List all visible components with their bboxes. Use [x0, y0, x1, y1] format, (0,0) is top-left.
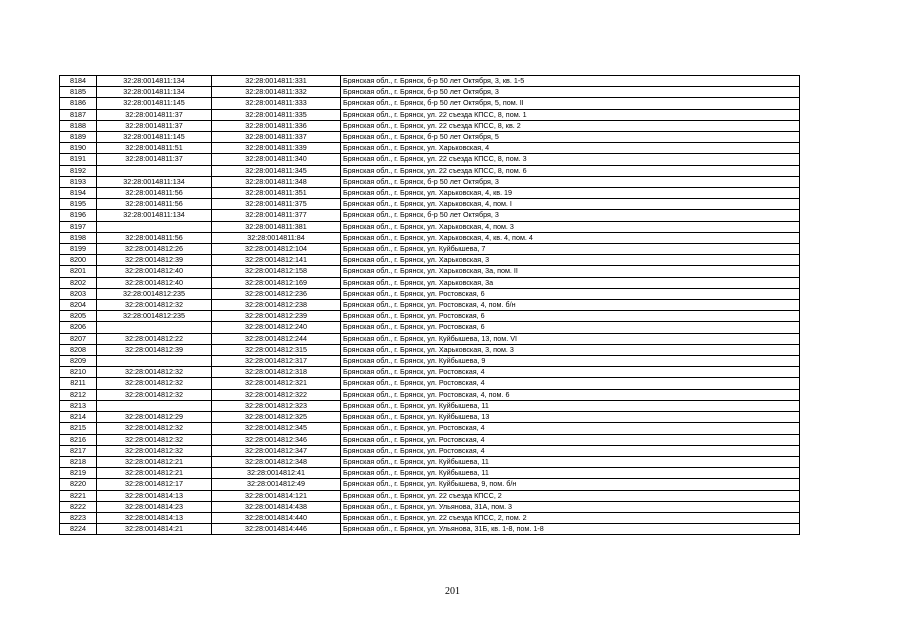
row-number-cell: 8214	[60, 412, 97, 423]
parcel-number-cell: 32:28:0014811:56	[97, 232, 212, 243]
address-cell: Брянская обл., г. Брянск, ул. Ульянова, 31А, пом. 3	[341, 501, 800, 512]
row-number-cell: 8197	[60, 221, 97, 232]
parcel-number-cell: 32:28:0014812:32	[97, 378, 212, 389]
row-number-cell: 8201	[60, 266, 97, 277]
address-cell: Брянская обл., г. Брянск, ул. Харьковская, 3а, пом. II	[341, 266, 800, 277]
object-number-cell: 32:28:0014812:240	[212, 322, 341, 333]
object-number-cell: 32:28:0014814:121	[212, 490, 341, 501]
row-number-cell: 8185	[60, 87, 97, 98]
parcel-number-cell: 32:28:0014812:29	[97, 412, 212, 423]
row-number-cell: 8205	[60, 311, 97, 322]
parcel-number-cell: 32:28:0014812:39	[97, 344, 212, 355]
address-cell: Брянская обл., г. Брянск, б-р 50 лет Октября, 3	[341, 210, 800, 221]
table-row	[60, 479, 800, 490]
address-cell: Брянская обл., г. Брянск, ул. Ростовская, 4, пом. б/н	[341, 300, 800, 311]
object-number-cell: 32:28:0014812:347	[212, 445, 341, 456]
object-number-cell: 32:28:0014811:333	[212, 98, 341, 109]
row-number-cell: 8218	[60, 456, 97, 467]
document-page	[59, 75, 799, 535]
address-cell: Брянская обл., г. Брянск, ул. Харьковская, 4	[341, 143, 800, 154]
object-number-cell: 32:28:0014814:440	[212, 512, 341, 523]
row-number-cell: 8192	[60, 165, 97, 176]
address-cell: Брянская обл., г. Брянск, б-р 50 лет Октября, 5, пом. II	[341, 98, 800, 109]
row-number-cell: 8216	[60, 434, 97, 445]
table-row	[60, 456, 800, 467]
object-number-cell: 32:28:0014811:331	[212, 76, 341, 87]
object-number-cell: 32:28:0014812:239	[212, 311, 341, 322]
table-row	[60, 176, 800, 187]
row-number-cell: 8195	[60, 199, 97, 210]
address-cell: Брянская обл., г. Брянск, б-р 50 лет Октября, 3	[341, 176, 800, 187]
address-cell: Брянская обл., г. Брянск, ул. Харьковская, 3	[341, 255, 800, 266]
object-number-cell: 32:28:0014812:158	[212, 266, 341, 277]
row-number-cell: 8207	[60, 333, 97, 344]
row-number-cell: 8194	[60, 188, 97, 199]
row-number-cell: 8210	[60, 367, 97, 378]
table-row	[60, 120, 800, 131]
row-number-cell: 8212	[60, 389, 97, 400]
address-cell: Брянская обл., г. Брянск, ул. Куйбышева, 11	[341, 468, 800, 479]
object-number-cell: 32:28:0014814:446	[212, 524, 341, 535]
object-number-cell: 32:28:0014811:335	[212, 109, 341, 120]
address-cell: Брянская обл., г. Брянск, б-р 50 лет Октября, 5	[341, 132, 800, 143]
row-number-cell: 8189	[60, 132, 97, 143]
address-cell: Брянская обл., г. Брянск, ул. Куйбышева, 7	[341, 244, 800, 255]
row-number-cell: 8188	[60, 120, 97, 131]
parcel-number-cell: 32:28:0014812:21	[97, 456, 212, 467]
row-number-cell: 8200	[60, 255, 97, 266]
object-number-cell: 32:28:0014811:345	[212, 165, 341, 176]
parcel-number-cell	[97, 356, 212, 367]
parcel-number-cell: 32:28:0014812:39	[97, 255, 212, 266]
table-row	[60, 356, 800, 367]
parcel-number-cell	[97, 400, 212, 411]
address-cell: Брянская обл., г. Брянск, ул. 22 съезда КПСС, 8, пом. 1	[341, 109, 800, 120]
parcel-number-cell: 32:28:0014811:134	[97, 176, 212, 187]
parcel-number-cell: 32:28:0014812:22	[97, 333, 212, 344]
parcel-number-cell: 32:28:0014811:37	[97, 154, 212, 165]
parcel-number-cell: 32:28:0014812:32	[97, 445, 212, 456]
parcel-number-cell: 32:28:0014812:235	[97, 288, 212, 299]
address-cell: Брянская обл., г. Брянск, ул. Харьковская, 4, кв. 19	[341, 188, 800, 199]
table-row	[60, 165, 800, 176]
object-number-cell: 32:28:0014812:321	[212, 378, 341, 389]
cadastral-registry-table	[59, 75, 800, 535]
table-row	[60, 300, 800, 311]
row-number-cell: 8202	[60, 277, 97, 288]
object-number-cell: 32:28:0014811:375	[212, 199, 341, 210]
address-cell: Брянская обл., г. Брянск, ул. Ростовская, 4, пом. 6	[341, 389, 800, 400]
row-number-cell: 8199	[60, 244, 97, 255]
table-row	[60, 109, 800, 120]
table-row	[60, 76, 800, 87]
row-number-cell: 8211	[60, 378, 97, 389]
row-number-cell: 8193	[60, 176, 97, 187]
object-number-cell: 32:28:0014812:141	[212, 255, 341, 266]
parcel-number-cell: 32:28:0014812:32	[97, 434, 212, 445]
address-cell: Брянская обл., г. Брянск, ул. Ростовская, 4	[341, 434, 800, 445]
row-number-cell: 8184	[60, 76, 97, 87]
table-row	[60, 232, 800, 243]
object-number-cell: 32:28:0014812:244	[212, 333, 341, 344]
table-row	[60, 400, 800, 411]
parcel-number-cell: 32:28:0014812:40	[97, 277, 212, 288]
parcel-number-cell: 32:28:0014811:134	[97, 87, 212, 98]
object-number-cell: 32:28:0014812:315	[212, 344, 341, 355]
row-number-cell: 8219	[60, 468, 97, 479]
address-cell: Брянская обл., г. Брянск, ул. Куйбышева, 13	[341, 412, 800, 423]
address-cell: Брянская обл., г. Брянск, ул. Куйбышева, 11	[341, 400, 800, 411]
parcel-number-cell: 32:28:0014814:21	[97, 524, 212, 535]
address-cell: Брянская обл., г. Брянск, ул. Ростовская, 6	[341, 322, 800, 333]
object-number-cell: 32:28:0014812:318	[212, 367, 341, 378]
object-number-cell: 32:28:0014811:337	[212, 132, 341, 143]
row-number-cell: 8213	[60, 400, 97, 411]
row-number-cell: 8190	[60, 143, 97, 154]
parcel-number-cell: 32:28:0014812:32	[97, 389, 212, 400]
table-row	[60, 389, 800, 400]
object-number-cell: 32:28:0014812:169	[212, 277, 341, 288]
table-row	[60, 524, 800, 535]
address-cell: Брянская обл., г. Брянск, ул. Харьковская, 4, пом. 3	[341, 221, 800, 232]
address-cell: Брянская обл., г. Брянск, ул. 22 съезда КПСС, 2, пом. 2	[341, 512, 800, 523]
table-row	[60, 210, 800, 221]
address-cell: Брянская обл., г. Брянск, ул. Куйбышева, 9, пом. б/н	[341, 479, 800, 490]
parcel-number-cell: 32:28:0014811:37	[97, 120, 212, 131]
parcel-number-cell: 32:28:0014811:134	[97, 76, 212, 87]
table-row	[60, 322, 800, 333]
address-cell: Брянская обл., г. Брянск, ул. Ростовская, 4	[341, 378, 800, 389]
address-cell: Брянская обл., г. Брянск, б-р 50 лет Октября, 3	[341, 87, 800, 98]
row-number-cell: 8223	[60, 512, 97, 523]
table-row	[60, 154, 800, 165]
table-row	[60, 333, 800, 344]
address-cell: Брянская обл., г. Брянск, ул. Ростовская, 4	[341, 445, 800, 456]
object-number-cell: 32:28:0014811:348	[212, 176, 341, 187]
table-row	[60, 87, 800, 98]
table-row	[60, 199, 800, 210]
table-row	[60, 378, 800, 389]
object-number-cell: 32:28:0014812:236	[212, 288, 341, 299]
row-number-cell: 8204	[60, 300, 97, 311]
row-number-cell: 8209	[60, 356, 97, 367]
row-number-cell: 8191	[60, 154, 97, 165]
table-row	[60, 277, 800, 288]
object-number-cell: 32:28:0014812:41	[212, 468, 341, 479]
address-cell: Брянская обл., г. Брянск, ул. Ростовская, 6	[341, 288, 800, 299]
object-number-cell: 32:28:0014812:346	[212, 434, 341, 445]
object-number-cell: 32:28:0014812:348	[212, 456, 341, 467]
table-row	[60, 490, 800, 501]
object-number-cell: 32:28:0014811:340	[212, 154, 341, 165]
table-row	[60, 143, 800, 154]
table-row	[60, 188, 800, 199]
address-cell: Брянская обл., г. Брянск, ул. 22 съезда КПСС, 8, пом. 6	[341, 165, 800, 176]
parcel-number-cell	[97, 165, 212, 176]
table-row	[60, 445, 800, 456]
row-number-cell: 8203	[60, 288, 97, 299]
object-number-cell: 32:28:0014811:84	[212, 232, 341, 243]
parcel-number-cell: 32:28:0014814:23	[97, 501, 212, 512]
parcel-number-cell: 32:28:0014812:40	[97, 266, 212, 277]
address-cell: Брянская обл., г. Брянск, ул. Харьковская, 4, пом. I	[341, 199, 800, 210]
row-number-cell: 8196	[60, 210, 97, 221]
table-row	[60, 367, 800, 378]
object-number-cell: 32:28:0014812:104	[212, 244, 341, 255]
parcel-number-cell: 32:28:0014811:145	[97, 132, 212, 143]
parcel-number-cell: 32:28:0014811:56	[97, 199, 212, 210]
row-number-cell: 8187	[60, 109, 97, 120]
table-row	[60, 311, 800, 322]
object-number-cell: 32:28:0014812:317	[212, 356, 341, 367]
table-row	[60, 344, 800, 355]
parcel-number-cell: 32:28:0014814:13	[97, 490, 212, 501]
address-cell: Брянская обл., г. Брянск, ул. Ростовская, 4	[341, 367, 800, 378]
object-number-cell: 32:28:0014812:323	[212, 400, 341, 411]
row-number-cell: 8220	[60, 479, 97, 490]
table-row	[60, 423, 800, 434]
parcel-number-cell: 32:28:0014812:235	[97, 311, 212, 322]
row-number-cell: 8217	[60, 445, 97, 456]
row-number-cell: 8215	[60, 423, 97, 434]
object-number-cell: 32:28:0014814:438	[212, 501, 341, 512]
object-number-cell: 32:28:0014811:351	[212, 188, 341, 199]
row-number-cell: 8208	[60, 344, 97, 355]
parcel-number-cell: 32:28:0014811:134	[97, 210, 212, 221]
object-number-cell: 32:28:0014811:339	[212, 143, 341, 154]
object-number-cell: 32:28:0014811:332	[212, 87, 341, 98]
object-number-cell: 32:28:0014812:49	[212, 479, 341, 490]
object-number-cell: 32:28:0014812:322	[212, 389, 341, 400]
row-number-cell: 8222	[60, 501, 97, 512]
object-number-cell: 32:28:0014811:336	[212, 120, 341, 131]
address-cell: Брянская обл., г. Брянск, ул. Харьковская, 4, кв. 4, пом. 4	[341, 232, 800, 243]
object-number-cell: 32:28:0014811:377	[212, 210, 341, 221]
parcel-number-cell: 32:28:0014814:13	[97, 512, 212, 523]
address-cell: Брянская обл., г. Брянск, ул. 22 съезда КПСС, 8, кв. 2	[341, 120, 800, 131]
row-number-cell: 8186	[60, 98, 97, 109]
table-body	[60, 76, 800, 535]
table-row	[60, 288, 800, 299]
row-number-cell: 8198	[60, 232, 97, 243]
table-row	[60, 98, 800, 109]
row-number-cell: 8206	[60, 322, 97, 333]
address-cell: Брянская обл., г. Брянск, ул. Ульянова, 31Б, кв. 1-8, пом. 1-8	[341, 524, 800, 535]
parcel-number-cell	[97, 322, 212, 333]
address-cell: Брянская обл., г. Брянск, ул. 22 съезда КПСС, 8, пом. 3	[341, 154, 800, 165]
table-row	[60, 221, 800, 232]
object-number-cell: 32:28:0014812:345	[212, 423, 341, 434]
parcel-number-cell: 32:28:0014812:32	[97, 423, 212, 434]
address-cell: Брянская обл., г. Брянск, ул. Ростовская, 4	[341, 423, 800, 434]
address-cell: Брянская обл., г. Брянск, ул. Харьковская, 3а	[341, 277, 800, 288]
parcel-number-cell: 32:28:0014812:17	[97, 479, 212, 490]
table-row	[60, 132, 800, 143]
row-number-cell: 8224	[60, 524, 97, 535]
address-cell: Брянская обл., г. Брянск, ул. Ростовская, 6	[341, 311, 800, 322]
object-number-cell: 32:28:0014812:238	[212, 300, 341, 311]
parcel-number-cell: 32:28:0014811:51	[97, 143, 212, 154]
parcel-number-cell: 32:28:0014812:26	[97, 244, 212, 255]
parcel-number-cell: 32:28:0014811:37	[97, 109, 212, 120]
address-cell: Брянская обл., г. Брянск, б-р 50 лет Октября, 3, кв. 1-5	[341, 76, 800, 87]
object-number-cell: 32:28:0014812:325	[212, 412, 341, 423]
page-number: 201	[445, 586, 460, 597]
table-row	[60, 255, 800, 266]
row-number-cell: 8221	[60, 490, 97, 501]
address-cell: Брянская обл., г. Брянск, ул. 22 съезда КПСС, 2	[341, 490, 800, 501]
table-row	[60, 412, 800, 423]
parcel-number-cell: 32:28:0014811:145	[97, 98, 212, 109]
object-number-cell: 32:28:0014811:381	[212, 221, 341, 232]
table-row	[60, 434, 800, 445]
table-row	[60, 266, 800, 277]
table-row	[60, 468, 800, 479]
address-cell: Брянская обл., г. Брянск, ул. Харьковская, 3, пом. 3	[341, 344, 800, 355]
table-row	[60, 501, 800, 512]
parcel-number-cell: 32:28:0014812:32	[97, 367, 212, 378]
table-row	[60, 512, 800, 523]
address-cell: Брянская обл., г. Брянск, ул. Куйбышева, 9	[341, 356, 800, 367]
address-cell: Брянская обл., г. Брянск, ул. Куйбышева, 11	[341, 456, 800, 467]
parcel-number-cell: 32:28:0014812:32	[97, 300, 212, 311]
table-row	[60, 244, 800, 255]
parcel-number-cell: 32:28:0014812:21	[97, 468, 212, 479]
address-cell: Брянская обл., г. Брянск, ул. Куйбышева, 13, пом. VI	[341, 333, 800, 344]
parcel-number-cell	[97, 221, 212, 232]
parcel-number-cell: 32:28:0014811:56	[97, 188, 212, 199]
